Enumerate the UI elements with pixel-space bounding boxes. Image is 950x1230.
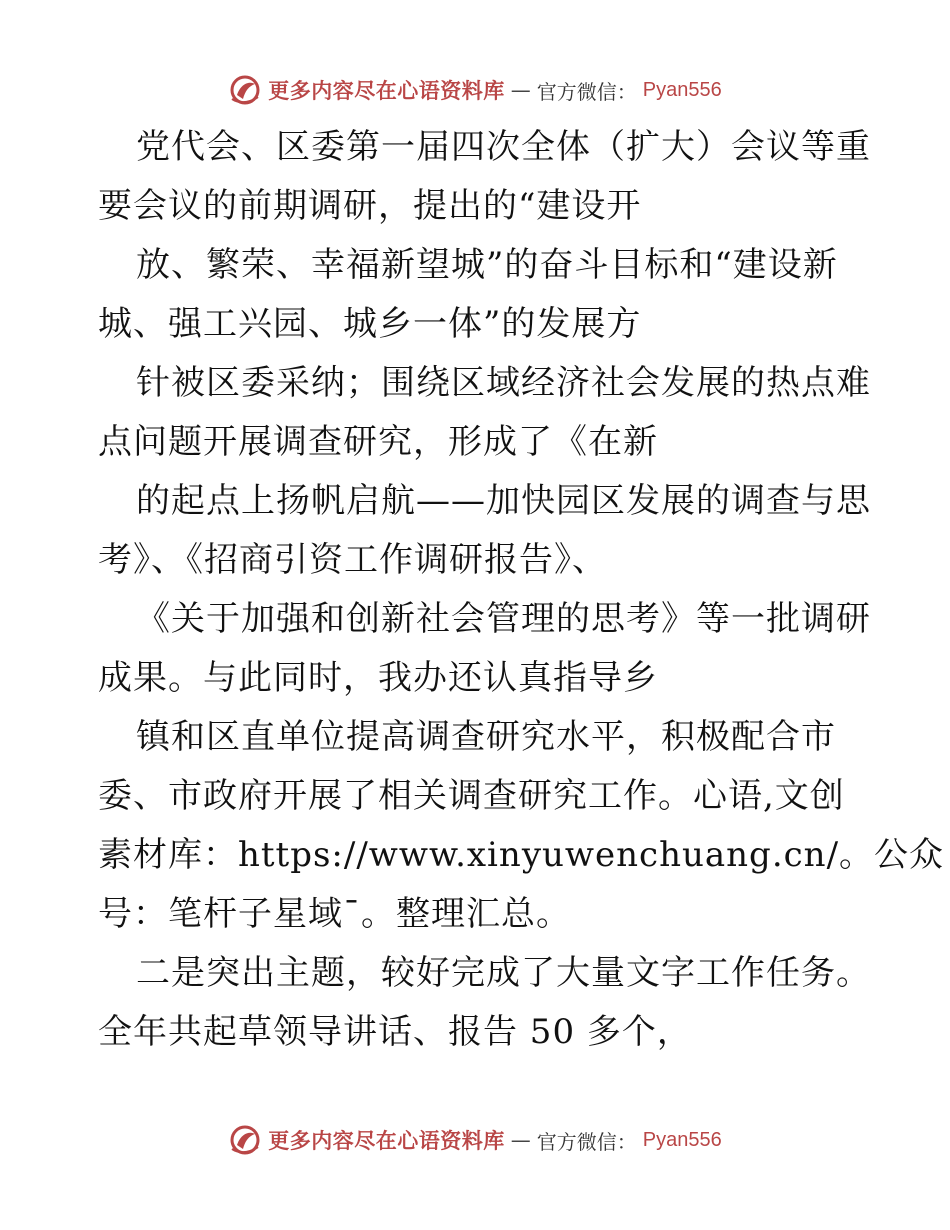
- text-line: 号：笔杆子星域¯。整理汇总。: [98, 894, 571, 934]
- brush-swirl-logo-icon: [228, 73, 262, 107]
- watermark-wechat-label: 官方微信：: [536, 79, 637, 104]
- text-line: 二是突出主题，较好完成了大量文字工作任务。: [136, 953, 871, 993]
- text-line: 成果。与此同时，我办还认真指导乡: [98, 658, 658, 698]
- text-line: 点问题开展调查研究，形成了《在新: [98, 422, 658, 462]
- watermark-separator: —: [510, 78, 531, 102]
- text-line: 放、繁荣、幸福新望城”的奋斗目标和“建设新: [136, 245, 838, 285]
- text-line: 党代会、区委第一届四次全体（扩大）会议等重: [136, 127, 871, 167]
- header-watermark-banner: [0, 70, 950, 110]
- text-line: 素材库：https://www.xinyuwenchuang.cn/。公众: [98, 835, 945, 875]
- text-line: 城、强工兴园、城乡一体”的发展方: [98, 304, 642, 344]
- text-line: 要会议的前期调研，提出的“建设开: [98, 186, 642, 226]
- watermark-wechat-id: Pyan556: [642, 1128, 722, 1151]
- footer-watermark-banner: [0, 1120, 950, 1160]
- watermark-text: 更多内容尽在心语资料库: [268, 78, 505, 103]
- text-line: 考》、《招商引资工作调研报告》、: [98, 540, 607, 580]
- text-line: 针被区委采纳；围绕区域经济社会发展的热点难: [136, 363, 871, 403]
- text-line: 的起点上扬帆启航——加快园区发展的调查与思: [136, 481, 871, 521]
- watermark-separator: —: [510, 1128, 531, 1152]
- document-body: [98, 118, 945, 1062]
- watermark-wechat-label: 官方微信：: [536, 1129, 637, 1154]
- text-line: 镇和区直单位提高调查研究水平，积极配合市: [136, 717, 836, 757]
- text-line: 全年共起草领导讲话、报告 50 多个，: [98, 1012, 692, 1052]
- watermark-text: 更多内容尽在心语资料库: [268, 1128, 505, 1153]
- text-line: 《关于加强和创新社会管理的思考》等一批调研: [136, 599, 871, 639]
- watermark-wechat-id: Pyan556: [642, 78, 722, 101]
- text-line: 委、市政府开展了相关调查研究工作。心语,文创: [98, 776, 845, 816]
- brush-swirl-logo-icon: [228, 1123, 262, 1157]
